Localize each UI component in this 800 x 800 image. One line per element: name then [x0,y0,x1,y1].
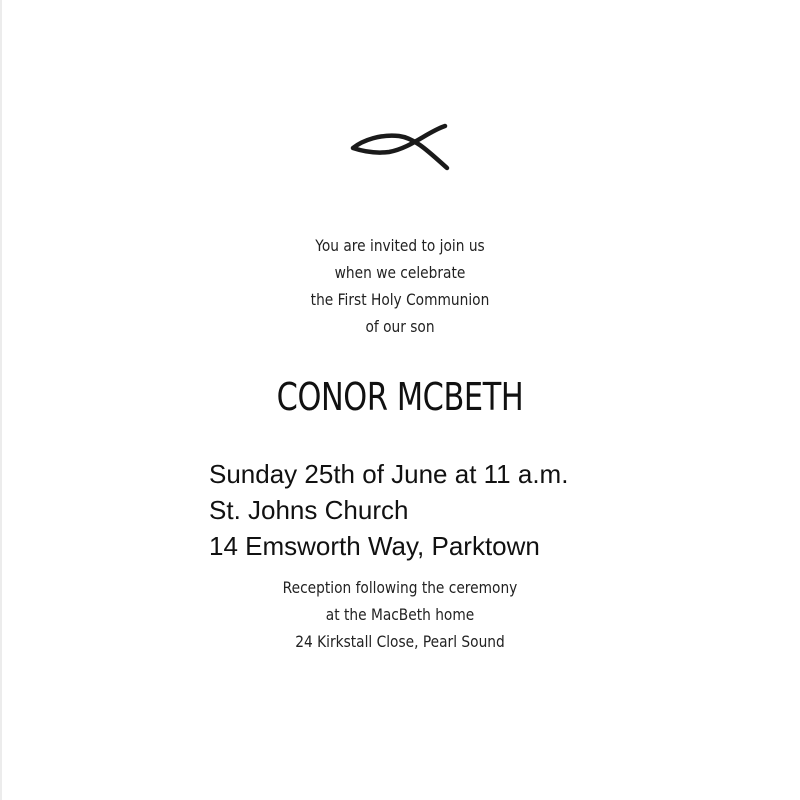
intro-line: of our son [365,317,435,336]
intro-line: when we celebrate [334,263,466,282]
reception-info [56,574,744,655]
page-edge-divider [0,0,2,800]
child-name-heading: CONOR MCBETH [276,375,524,419]
fish-icon [349,122,451,174]
reception-line: at the MacBeth home [325,605,475,624]
event-details [209,456,568,564]
reception-line: Reception following the ceremony [282,578,518,597]
reception-line: 24 Kirkstall Close, Pearl Sound [295,632,505,651]
event-address: 14 Emsworth Way, Parktown [209,531,540,561]
invitation-intro [56,232,744,340]
event-date-time: Sunday 25th of June at 11 a.m. [209,459,569,489]
intro-line: You are invited to join us [315,236,485,255]
intro-line: the First Holy Communion [310,290,490,309]
event-venue: St. Johns Church [209,495,409,525]
